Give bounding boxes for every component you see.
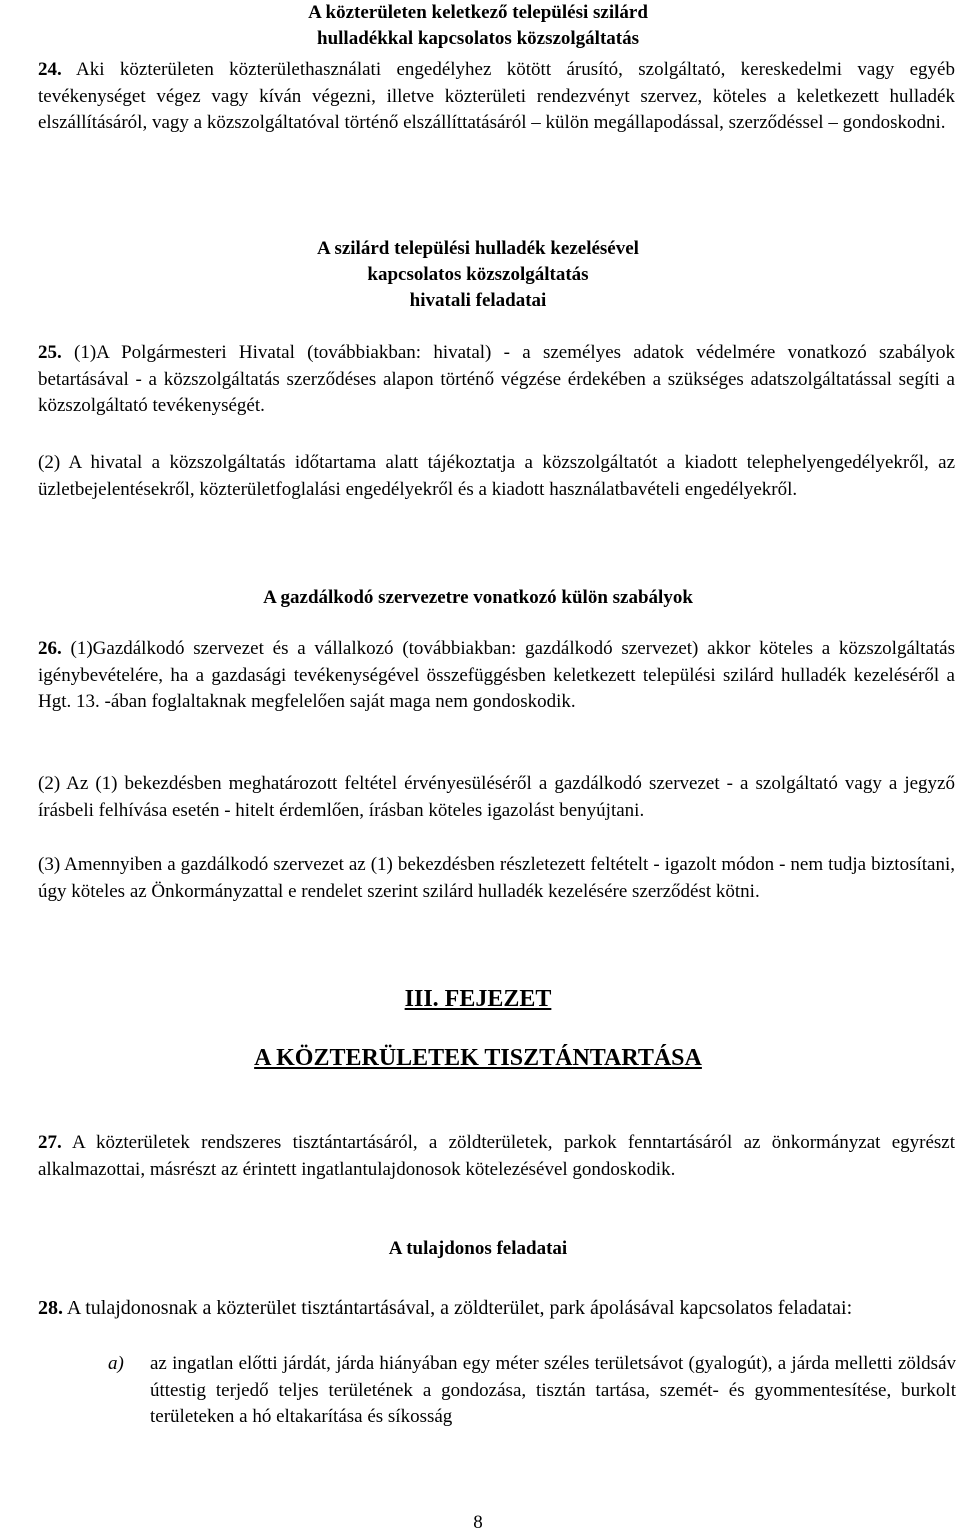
- section-number: 26.: [38, 638, 62, 659]
- heading-gazdalkodo-szervezet: [38, 585, 918, 611]
- section-text: (1)Gazdálkodó szervezet és a vállalkozó (továbbiakban: gazdálkodó szervezet) akkor köteles a közszolgáltatás igénybevételére, ha a gazdasági tevékenységével összefüggésben keletkezett települési szilárd hulladék kezeléséről a Hgt. 13. -ában foglaltaknak megfelelően saját maga nem gondoskodik.: [38, 638, 955, 712]
- heading-text: A gazdálkodó szervezetre vonatkozó külön szabályok: [263, 587, 693, 608]
- list-item-text: az ingatlan előtti járdát, járda hiányában egy méter széles területsávot (gyalogút), a járda melletti zöldsáv úttestig terjedő teljes területének a gondozása, tisztán tartása, szemét- és gyommentesítése, burkolt területeken a hó eltakarítása és síkosság: [150, 1353, 956, 1427]
- section-28: [38, 1295, 955, 1322]
- section-24: [38, 57, 955, 137]
- section-text: (2) A hivatal a közszolgáltatás időtartama alatt tájékoztatja a közszolgáltatót a kiadott telephelyengedélyekről, az üzletbejelentésekről, közterületfoglalási engedélyekről és a kiadott használatbavételi engedélyekről.: [38, 452, 955, 500]
- section-number: 24.: [38, 59, 62, 80]
- section-26-paragraph-1: [38, 636, 955, 716]
- section-text: (1)A Polgármesteri Hivatal (továbbiakban: hivatal) - a személyes adatok védelmére vonatkozó szabályok betartásával - a közszolgáltatás szerződéses alapon történő végzése érdekében a szükséges adatszolgáltatással segíti a közszolgáltató tevékenységét.: [38, 342, 955, 416]
- section-text: (3) Amennyiben a gazdálkodó szervezet az (1) bekezdésben részletezett feltételt - igazolt módon - nem tudja biztosítani, úgy köteles az Önkormányzattal e rendelet szerint szilárd hulladék kezelésére szerződést kötni.: [38, 854, 955, 902]
- heading-text: A szilárd települési hulladék kezelésével kapcsolatos közszolgáltatás hivatali feladatai: [317, 238, 639, 311]
- section-number: 27.: [38, 1132, 62, 1153]
- section-27: [38, 1130, 955, 1183]
- heading-tulajdonos-feladatai: [38, 1238, 918, 1260]
- section-26-paragraph-3: [38, 852, 955, 905]
- section-number: 28.: [38, 1297, 63, 1319]
- section-text: (2) Az (1) bekezdésben meghatározott feltétel érvényesüléséről a gazdálkodó szervezet - a szolgáltató vagy a jegyző írásbeli felhívása esetén - hitelt érdemlően, írásban köteles igazolást benyújtani.: [38, 773, 955, 821]
- heading-text: A tulajdonos feladatai: [388, 1238, 568, 1259]
- page-number: [38, 1512, 918, 1534]
- section-25-paragraph-1: [38, 340, 955, 420]
- chapter-title: [38, 1045, 918, 1072]
- section-number: 25.: [38, 342, 62, 363]
- section-25-paragraph-2: [38, 450, 955, 503]
- page-number-text: 8: [473, 1512, 483, 1533]
- heading-kozteruleti-hulladek: [38, 0, 918, 52]
- chapter-number: [38, 986, 918, 1013]
- chapter-number-text: III. FEJEZET: [404, 986, 552, 1012]
- list-item-a: [108, 1351, 956, 1431]
- list-marker: a): [108, 1353, 124, 1374]
- chapter-title-text: A KÖZTERÜLETEK TISZTÁNTARTÁSA: [254, 1045, 702, 1071]
- heading-hivatali-feladatai: [38, 236, 918, 314]
- section-26-paragraph-2: [38, 771, 955, 824]
- section-text: Aki közterületen közterülethasználati engedélyhez kötött árusító, szolgáltató, kereskedelmi vagy egyéb tevékenységet végez vagy kíván végezni, illetve közterületi rendezvényt szervez, köteles a keletkezett hulladék elszállításáról, vagy a közszolgáltatóval történő elszállíttatásáról – külön megállapodással, szerződéssel – gondoskodni.: [38, 59, 955, 133]
- heading-text: A közterületen keletkező települési szilárd hulladékkal kapcsolatos közszolgáltatás: [308, 2, 648, 49]
- section-text: A tulajdonosnak a közterület tisztántartásával, a zöldterület, park ápolásával kapcsolatos feladatai:: [63, 1297, 853, 1319]
- section-text: A közterületek rendszeres tisztántartásáról, a zöldterületek, parkok fenntartásáról az önkormányzat egyrészt alkalmazottai, másrészt az érintett ingatlantulajdonosok kötelezésével gondoskodik.: [38, 1132, 955, 1180]
